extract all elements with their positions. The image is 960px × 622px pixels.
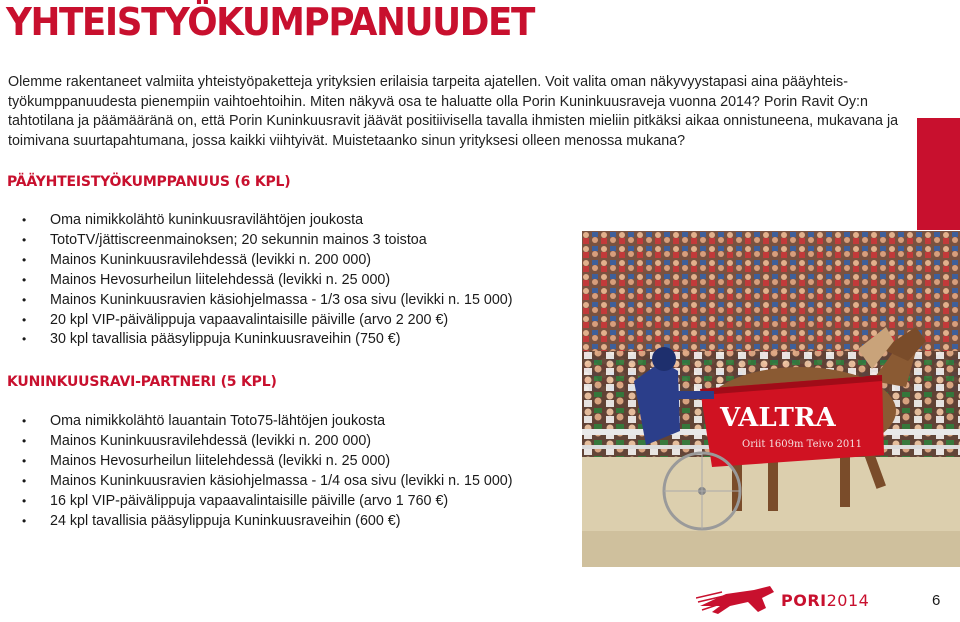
logo-name: PORI — [781, 591, 827, 610]
intro-paragraph: Olemme rakentaneet valmiita yhteistyöpaketteja yrityksien erilaisia tarpeita ajatellen. Voit valita oman näkyvyystapasi aina pääyhteis-työkumppanuudesta pienempiin vaihtoehtoihin. Miten näkyvä osa te haluatte olla Porin Kuninkuusraveja vuonna 2014? Porin Ravit Oy:n tahtotilana ja päämääränä on, että Porin Kuninkuusravit jäävät positiivisella tavalla ihmisten mieliin pitkäksi aikaa onnistuneena, mukavana ja toimivana suurtapahtumana, jossa kaikki viihtyivät. Muistetaanko sinun yrityksesi olleen menossa mukana? — [8, 74, 899, 149]
section-heading-main-partner: PÄÄYHTEISTYÖKUMPPANUUS (6 KPL) — [7, 174, 291, 190]
list-item: • Oma nimikkolähtö lauantain Toto75-lähtöjen joukosta — [22, 412, 513, 432]
list-item: • 24 kpl tavallisia pääsylippuja Kuninkuusraveihin (600 €) — [22, 512, 513, 532]
blanket-subtext: Oriit 1609m Teivo 2011 — [742, 439, 862, 450]
list-item: • 30 kpl tavallisia pääsylippuja Kuninkuusraveihin (750 €) — [22, 330, 513, 350]
list-item: • 16 kpl VIP-päivälippuja vapaavalintaisille päiville (arvo 1 760 €) — [22, 492, 513, 512]
list-item: • Mainos Kuninkuusravilehdessä (levikki n. 200 000) — [22, 251, 513, 271]
royal-trot-partner-benefits-list — [22, 412, 513, 531]
list-item: • Mainos Kuninkuusravien käsiohjelmassa - 1/3 osa sivu (levikki n. 15 000) — [22, 291, 513, 311]
section-heading-royal-trot-partner: KUNINKUUSRAVI-PARTNERI (5 KPL) — [7, 374, 277, 390]
page-number: 6 — [932, 592, 941, 609]
logo-text — [781, 591, 869, 610]
blanket-brand-text: VALTRA — [720, 403, 836, 433]
list-item: • Mainos Hevosurheilun liitelehdessä (levikki n. 25 000) — [22, 452, 513, 472]
logo-year: 2014 — [826, 591, 870, 610]
list-item: • 20 kpl VIP-päivälippuja vapaavalintaisille päiville (arvo 2 200 €) — [22, 311, 513, 331]
list-item: • Oma nimikkolähtö kuninkuusravilähtöjen joukosta — [22, 211, 513, 231]
page-title: YHTEISTYÖKUMPPANUUDET — [6, 0, 534, 44]
list-item: • TotoTV/jättiscreenmainoksen; 20 sekunnin mainos 3 toistoa — [22, 231, 513, 251]
list-item: • Mainos Hevosurheilun liitelehdessä (levikki n. 25 000) — [22, 271, 513, 291]
list-item: • Mainos Kuninkuusravilehdessä (levikki n. 200 000) — [22, 432, 513, 452]
list-item: • Mainos Kuninkuusravien käsiohjelmassa - 1/4 osa sivu (levikki n. 15 000) — [22, 472, 513, 492]
trotting-horse-icon — [696, 584, 778, 616]
pori-2014-logo — [696, 584, 874, 616]
trotting-race-photo — [582, 231, 960, 567]
main-partner-benefits-list — [22, 211, 513, 350]
decorative-red-bar — [917, 118, 960, 230]
